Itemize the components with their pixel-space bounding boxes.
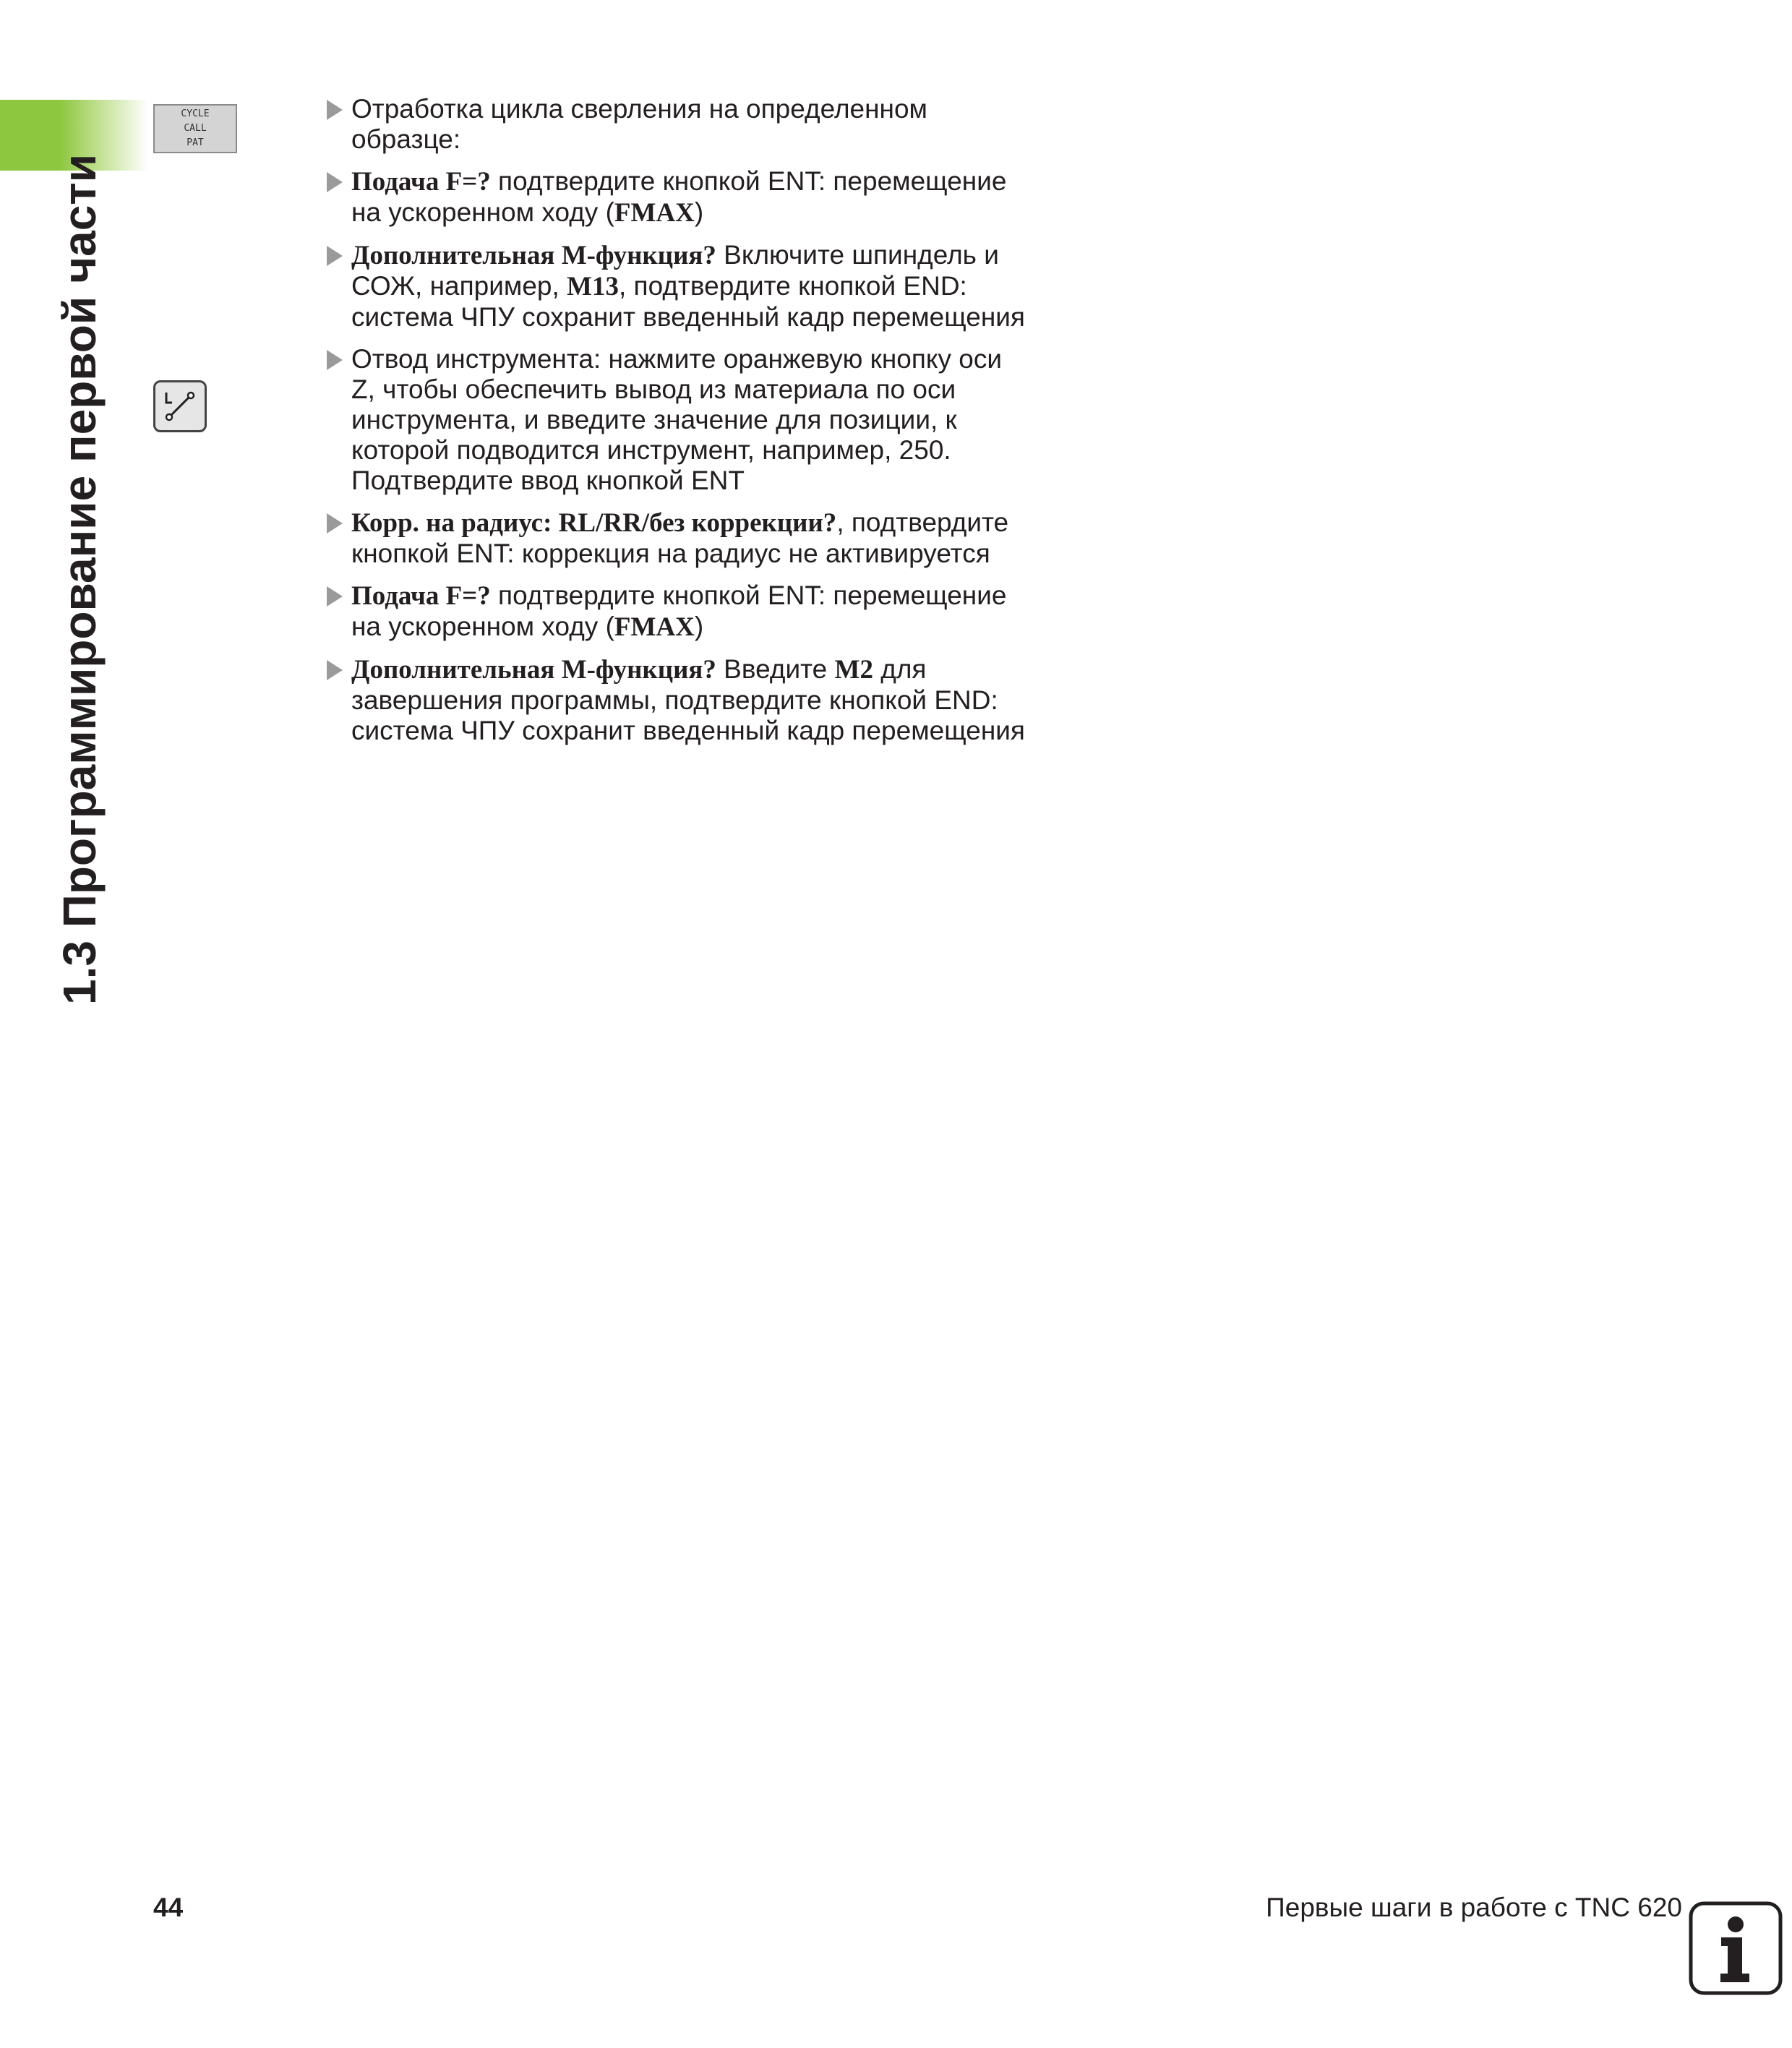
key-label-line: CALL [184, 123, 207, 134]
bullet-arrow-icon [327, 246, 343, 266]
key-label-line: PAT [187, 137, 204, 148]
instruction-step [324, 344, 1032, 496]
step-bold-text: FMAX [614, 612, 695, 642]
bullet-arrow-icon [327, 660, 343, 680]
bullet-arrow-icon [327, 100, 343, 120]
step-text: подтвердите кнопкой ENT: перемещение на ускоренном ходу ( [351, 580, 1007, 641]
step-text: ) [694, 197, 704, 227]
chapter-side-title: 1.3 Программирование первой части [53, 153, 106, 1005]
instruction-list [324, 94, 1032, 758]
key-label-line: CYCLE [181, 108, 210, 119]
step-text: Отработка цикла сверления на определенном образце: [351, 94, 927, 154]
bullet-arrow-icon [327, 350, 343, 370]
step-text: Отвод инструмента: нажмите оранжевую кнопку оси Z, чтобы обеспечить вывод из материала по оси инструмента, и введите значение для позиции, к которой подводится инструмент, например, 250. Подтвердите ввод кнопкой ENT [351, 344, 1002, 495]
step-bold-text: Корр. на радиус: RL/RR/без коррекции? [351, 508, 837, 538]
step-text: Включите шпиндель и СОЖ, например, [351, 240, 999, 301]
step-bold-text: M13 [567, 272, 619, 301]
instruction-step [324, 94, 1032, 155]
line-l-glyph-icon [162, 388, 198, 424]
bullet-arrow-icon [327, 513, 343, 534]
step-text: ) [694, 612, 704, 641]
step-bold-text: FMAX [614, 198, 695, 228]
page-number: 44 [153, 1893, 184, 1922]
step-bold-text: Дополнительная M-функция? [351, 655, 716, 685]
step-bold-text: Подача F=? [351, 581, 491, 611]
step-bold-text: M2 [834, 655, 873, 685]
bullet-arrow-icon [327, 172, 343, 192]
bullet-arrow-icon [327, 586, 343, 607]
step-bold-text: Подача F=? [351, 167, 491, 197]
info-icon [1689, 1901, 1783, 1995]
step-text: Введите [716, 654, 835, 684]
instruction-step [324, 507, 1032, 569]
instruction-step [324, 240, 1032, 333]
instruction-step [324, 580, 1032, 643]
line-l-key-icon [153, 380, 207, 432]
step-bold-text: Дополнительная M-функция? [351, 241, 716, 270]
instruction-step [324, 166, 1032, 228]
instruction-step [324, 654, 1032, 746]
footer-title: Первые шаги в работе с TNC 620 [1266, 1893, 1682, 1922]
cycle-call-pat-key-icon [153, 104, 237, 153]
step-text: для завершения программы, подтвердите кнопкой END: система ЧПУ сохранит введенный кадр перемещения [351, 654, 1025, 745]
step-text: , подтвердите кнопкой END: система ЧПУ сохранит введенный кадр перемещения [351, 271, 1025, 332]
step-text: подтвердите кнопкой ENT: перемещение на ускоренном ходу ( [351, 166, 1007, 227]
step-text: , подтвердите кнопкой ENT: коррекция на радиус не активируется [351, 507, 1009, 568]
